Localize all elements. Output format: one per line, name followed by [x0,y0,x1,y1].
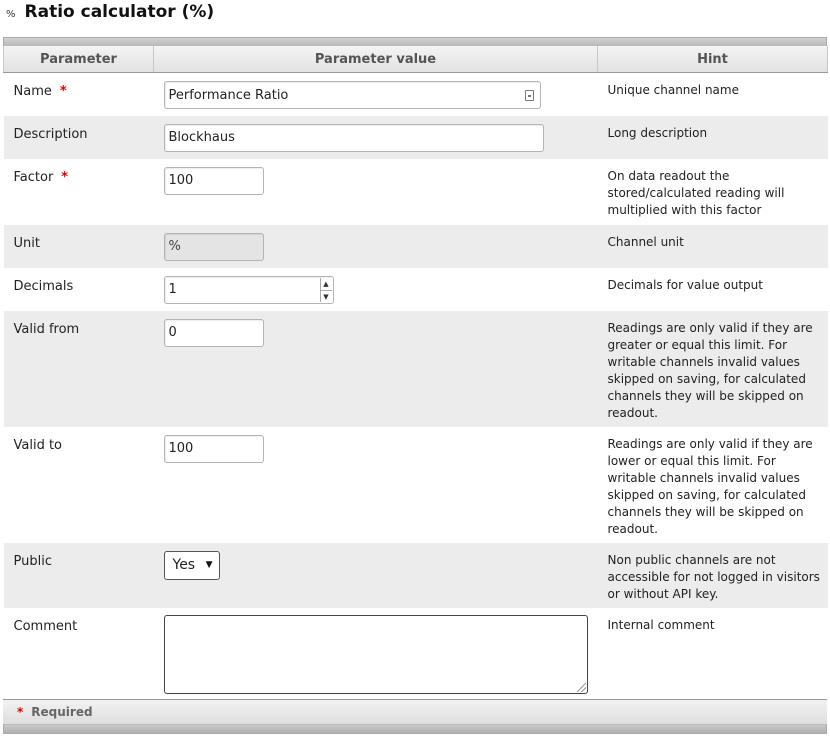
column-header-parameter: Parameter [4,46,154,73]
factor-hint: On data readout the stored/calculated reading will multiplied with this factor [607,168,785,217]
unit-label: Unit [4,225,154,268]
table-row [4,311,828,427]
comment-label: Comment [13,618,78,634]
table-row [4,116,828,159]
parameter-table [3,46,828,699]
required-star: * [59,84,67,99]
table-row [4,268,828,311]
required-star: * [17,705,24,719]
table-footer [3,699,827,725]
factor-label: Factor [13,169,54,185]
table-row [4,543,828,608]
decimals-label: Decimals [13,278,74,294]
table-row [4,73,828,116]
name-input[interactable] [164,81,541,109]
public-label: Public [4,543,154,608]
name-hint: Unique channel name [607,83,739,97]
factor-input-value: 100 [168,173,194,188]
valid-from-label: Valid from [4,311,154,427]
unit-input-value: % [168,239,181,254]
required-star: * [61,169,69,185]
decimals-stepper[interactable] [164,276,334,304]
unit-hint: Channel unit [598,225,828,268]
column-header-hint: Hint [598,46,828,73]
table-header-row [4,46,828,73]
valid-to-input[interactable] [164,435,264,463]
description-hint: Long description [598,116,828,159]
contact-card-icon[interactable] [525,90,534,101]
comment-textarea[interactable] [164,615,588,694]
table-row [4,427,828,543]
valid-to-label: Valid to [13,437,63,453]
description-label: Description [4,116,154,159]
valid-to-hint: Readings are only valid if they are lower or equal this limit. For writable channels invalid values skipped on saving, for calculated channels they will be skipped on readout. [607,436,813,536]
dropdown-arrow-icon: ▼ [205,559,213,570]
unit-input [164,233,264,261]
description-input[interactable] [164,124,544,152]
table-top-bar [3,37,827,46]
valid-from-input-value: 0 [168,325,177,340]
factor-input[interactable] [164,167,264,195]
column-header-parameter-value: Parameter value [154,46,598,73]
percent-icon: % [6,8,16,20]
table-row [4,225,828,268]
valid-to-input-value: 100 [168,441,194,456]
decimals-input-value: 1 [168,282,177,297]
public-hint: Non public channels are not accessible for not logged in visitors or without API key. [598,543,828,608]
page-title [6,0,214,24]
spinner-buttons [320,278,332,302]
spin-up-icon[interactable]: ▲ [321,278,332,291]
name-label: Name [13,84,52,99]
table-bottom-bar [3,725,827,734]
public-select[interactable] [164,551,220,580]
valid-from-input[interactable] [164,319,264,347]
valid-from-hint: Readings are only valid if they are greater or equal this limit. For writable channels invalid values skipped on saving, for calculated channels they will be skipped on readout. [598,311,828,427]
description-input-value: Blockhaus [168,130,235,145]
table-row [4,608,828,699]
table-row [4,159,828,225]
row-label [4,73,154,116]
required-legend: Required [31,705,93,719]
decimals-hint: Decimals for value output [607,277,763,292]
name-input-value: Performance Ratio [168,87,289,103]
spin-down-icon[interactable]: ▼ [323,292,329,301]
resize-handle-icon[interactable] [577,683,586,692]
page-title-text: Ratio calculator (%) [24,2,215,22]
public-select-value: Yes [172,557,196,573]
comment-hint: Internal comment [607,617,715,632]
